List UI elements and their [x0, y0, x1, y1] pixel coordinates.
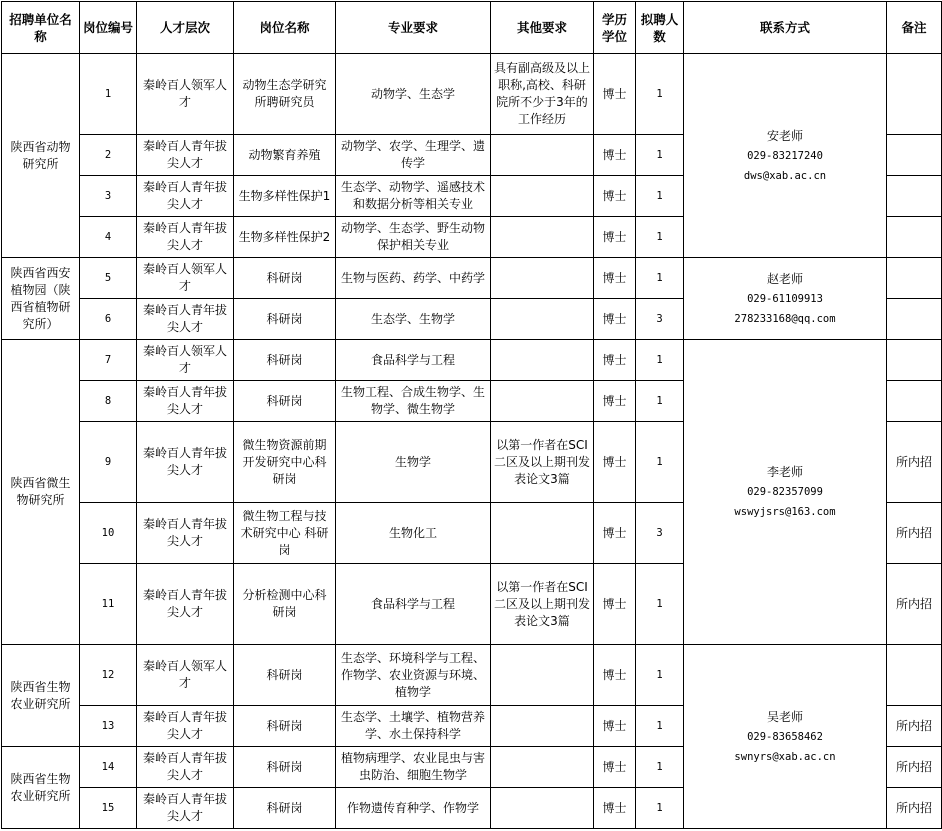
degree: 博士: [594, 340, 636, 381]
hire-count: 1: [636, 564, 684, 645]
position-code: 3: [80, 176, 137, 217]
position-name: 科研岗: [234, 788, 336, 829]
note-cell: 所内招: [887, 503, 942, 564]
note-cell: 所内招: [887, 422, 942, 503]
note-cell: [887, 176, 942, 217]
major-requirement: 食品科学与工程: [336, 340, 491, 381]
talent-level: 秦岭百人领军人才: [137, 54, 234, 135]
other-requirement: [491, 747, 594, 788]
talent-level: 秦岭百人青年拔尖人才: [137, 564, 234, 645]
hire-count: 3: [636, 503, 684, 564]
header-count: 拟聘人数: [636, 2, 684, 54]
contact-email: swnyrs@xab.ac.cn: [734, 750, 836, 763]
contact-cell: [684, 645, 887, 829]
contact-phone: 029-83217240: [747, 149, 823, 162]
position-name: 科研岗: [234, 706, 336, 747]
degree: 博士: [594, 706, 636, 747]
position-code: 9: [80, 422, 137, 503]
position-code: 14: [80, 747, 137, 788]
position-name: 动物繁育养殖: [234, 135, 336, 176]
other-requirement: 具有副高级及以上职称,高校、科研院所不少于3年的工作经历: [491, 54, 594, 135]
degree: 博士: [594, 54, 636, 135]
talent-level: 秦岭百人青年拔尖人才: [137, 381, 234, 422]
note-cell: [887, 135, 942, 176]
table-row: [2, 54, 942, 135]
header-unit: 招聘单位名称: [2, 2, 80, 54]
header-level: 人才层次: [137, 2, 234, 54]
note-cell: 所内招: [887, 747, 942, 788]
talent-level: 秦岭百人青年拔尖人才: [137, 176, 234, 217]
unit-cell: 陕西省西安植物园（陕西省植物研究所）: [2, 258, 80, 340]
position-name: 微生物资源前期开发研究中心科研岗: [234, 422, 336, 503]
position-name: 生物多样性保护2: [234, 217, 336, 258]
contact-email: wswyjsrs@163.com: [734, 506, 836, 518]
position-name: 生物多样性保护1: [234, 176, 336, 217]
major-requirement: 生态学、环境科学与工程、作物学、农业资源与环境、植物学: [336, 645, 491, 706]
note-cell: 所内招: [887, 788, 942, 829]
note-cell: 所内招: [887, 564, 942, 645]
degree: 博士: [594, 176, 636, 217]
note-cell: [887, 340, 942, 381]
contact-cell: [684, 54, 887, 258]
hire-count: 1: [636, 381, 684, 422]
major-requirement: 生物与医药、药学、中药学: [336, 258, 491, 299]
contact-person: 吴老师: [766, 709, 803, 724]
degree: 博士: [594, 747, 636, 788]
table-row: [2, 258, 942, 299]
major-requirement: 植物病理学、农业昆虫与害虫防治、细胞生物学: [336, 747, 491, 788]
other-requirement: 以第一作者在SCI二区及以上期刊发表论文3篇: [491, 422, 594, 503]
degree: 博士: [594, 217, 636, 258]
hire-count: 1: [636, 422, 684, 503]
other-requirement: [491, 645, 594, 706]
major-requirement: 生物学: [336, 422, 491, 503]
header-major: 专业要求: [336, 2, 491, 54]
position-code: 12: [80, 645, 137, 706]
header-degree: 学历学位: [594, 2, 636, 54]
talent-level: 秦岭百人青年拔尖人才: [137, 217, 234, 258]
hire-count: 1: [636, 788, 684, 829]
talent-level: 秦岭百人青年拔尖人才: [137, 706, 234, 747]
contact-person: 李老师: [766, 465, 803, 479]
position-code: 5: [80, 258, 137, 299]
hire-count: 1: [636, 258, 684, 299]
talent-level: 秦岭百人青年拔尖人才: [137, 299, 234, 340]
major-requirement: 动物学、生态学、野生动物保护相关专业: [336, 217, 491, 258]
hire-count: 1: [636, 217, 684, 258]
major-requirement: 动物学、生态学: [336, 54, 491, 135]
position-code: 2: [80, 135, 137, 176]
contact-person: 赵老师: [766, 271, 803, 286]
position-code: 8: [80, 381, 137, 422]
note-cell: [887, 299, 942, 340]
unit-cell: 陕西省生物农业研究所: [2, 645, 80, 747]
note-cell: [887, 258, 942, 299]
degree: 博士: [594, 299, 636, 340]
header-row: [2, 2, 942, 54]
position-name: 科研岗: [234, 747, 336, 788]
position-name: 微生物工程与技术研究中心 科研岗: [234, 503, 336, 564]
hire-count: 1: [636, 176, 684, 217]
hire-count: 1: [636, 645, 684, 706]
table-row: [2, 645, 942, 706]
major-requirement: 作物遗传育种学、作物学: [336, 788, 491, 829]
position-code: 15: [80, 788, 137, 829]
position-code: 6: [80, 299, 137, 340]
hire-count: 1: [636, 747, 684, 788]
talent-level: 秦岭百人领军人才: [137, 645, 234, 706]
other-requirement: [491, 176, 594, 217]
position-name: 科研岗: [234, 340, 336, 381]
other-requirement: [491, 503, 594, 564]
major-requirement: 生态学、土壤学、植物营养学、水土保持科学: [336, 706, 491, 747]
talent-level: 秦岭百人领军人才: [137, 340, 234, 381]
contact-phone: 029-82357099: [747, 486, 823, 498]
talent-level: 秦岭百人青年拔尖人才: [137, 503, 234, 564]
other-requirement: [491, 299, 594, 340]
table-row: [2, 340, 942, 381]
talent-level: 秦岭百人青年拔尖人才: [137, 788, 234, 829]
position-name: 科研岗: [234, 299, 336, 340]
contact-phone: 029-61109913: [747, 292, 823, 305]
talent-level: 秦岭百人青年拔尖人才: [137, 135, 234, 176]
degree: 博士: [594, 564, 636, 645]
header-name: 岗位名称: [234, 2, 336, 54]
unit-cell: 陕西省生物农业研究所: [2, 747, 80, 829]
degree: 博士: [594, 422, 636, 503]
note-cell: [887, 54, 942, 135]
talent-level: 秦岭百人领军人才: [137, 258, 234, 299]
degree: 博士: [594, 788, 636, 829]
note-cell: [887, 217, 942, 258]
header-note: 备注: [887, 2, 942, 54]
position-code: 4: [80, 217, 137, 258]
contact-phone: 029-83658462: [747, 730, 823, 743]
talent-level: 秦岭百人青年拔尖人才: [137, 747, 234, 788]
position-name: 分析检测中心科研岗: [234, 564, 336, 645]
other-requirement: [491, 258, 594, 299]
other-requirement: [491, 706, 594, 747]
contact-person: 安老师: [766, 128, 803, 143]
talent-level: 秦岭百人青年拔尖人才: [137, 422, 234, 503]
position-name: 科研岗: [234, 258, 336, 299]
major-requirement: 生物化工: [336, 503, 491, 564]
major-requirement: 生物工程、合成生物学、生物学、微生物学: [336, 381, 491, 422]
hire-count: 1: [636, 135, 684, 176]
degree: 博士: [594, 503, 636, 564]
position-code: 7: [80, 340, 137, 381]
other-requirement: [491, 788, 594, 829]
degree: 博士: [594, 135, 636, 176]
major-requirement: 生态学、生物学: [336, 299, 491, 340]
contact-cell: [684, 258, 887, 340]
note-cell: [887, 645, 942, 706]
degree: 博士: [594, 258, 636, 299]
major-requirement: 动物学、农学、生理学、遗传学: [336, 135, 491, 176]
header-contact: 联系方式: [684, 2, 887, 54]
other-requirement: [491, 381, 594, 422]
position-code: 1: [80, 54, 137, 135]
recruitment-table: [1, 1, 942, 829]
major-requirement: 生态学、动物学、遥感技术和数据分析等相关专业: [336, 176, 491, 217]
other-requirement: [491, 217, 594, 258]
contact-cell: [684, 340, 887, 645]
other-requirement: 以第一作者在SCI二区及以上期刊发表论文3篇: [491, 564, 594, 645]
position-name: 动物生态学研究所聘研究员: [234, 54, 336, 135]
hire-count: 1: [636, 54, 684, 135]
unit-cell: 陕西省动物研究所: [2, 54, 80, 258]
contact-email: 278233168@qq.com: [734, 312, 836, 325]
note-cell: 所内招: [887, 706, 942, 747]
unit-cell: 陕西省微生物研究所: [2, 340, 80, 645]
header-other: 其他要求: [491, 2, 594, 54]
degree: 博士: [594, 645, 636, 706]
position-name: 科研岗: [234, 381, 336, 422]
position-code: 13: [80, 706, 137, 747]
hire-count: 3: [636, 299, 684, 340]
hire-count: 1: [636, 706, 684, 747]
position-code: 11: [80, 564, 137, 645]
contact-email: dws@xab.ac.cn: [743, 169, 827, 182]
position-code: 10: [80, 503, 137, 564]
other-requirement: [491, 340, 594, 381]
degree: 博士: [594, 381, 636, 422]
major-requirement: 食品科学与工程: [336, 564, 491, 645]
header-code: 岗位编号: [80, 2, 137, 54]
note-cell: [887, 381, 942, 422]
other-requirement: [491, 135, 594, 176]
hire-count: 1: [636, 340, 684, 381]
position-name: 科研岗: [234, 645, 336, 706]
